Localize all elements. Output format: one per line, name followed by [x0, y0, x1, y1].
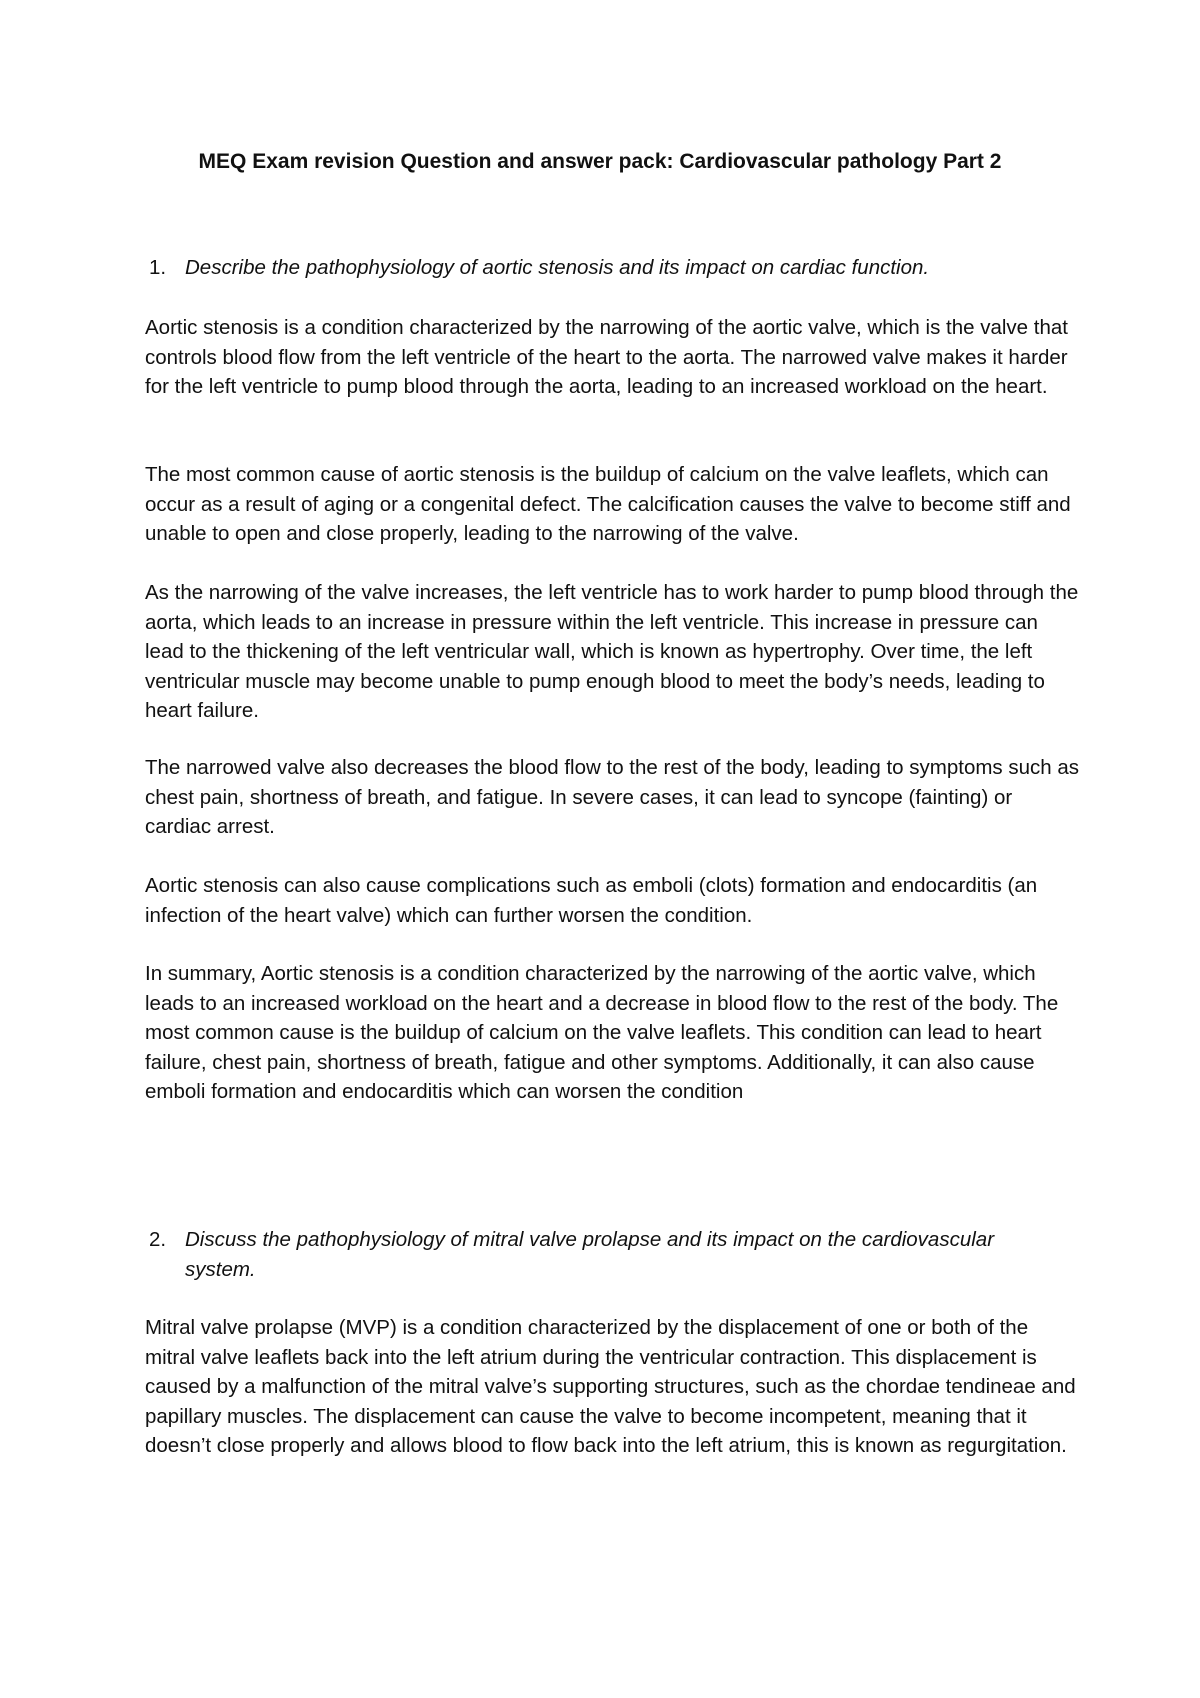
answer-2-paragraph-1: Mitral valve prolapse (MVP) is a condition characterized by the displacement of one or both of the mitral valve leaflets back into the left atrium during the ventricular contraction. This displacement is caused by a malfunction of the mitral valve’s supporting structures, such as the chordae tendineae and papillary muscles. The displacement can cause the valve to become incompetent, meaning that it doesn’t close properly and allows blood to flow back into the left atrium, this is known as regurgitation.: [145, 1316, 1076, 1457]
question-1: [149, 253, 1005, 283]
question-2-number: 2.: [149, 1228, 167, 1251]
question-2-text: Discuss the pathophysiology of mitral valve prolapse and its impact on the cardiovascular system.: [185, 1228, 995, 1281]
question-1-number: 1.: [149, 256, 167, 279]
question-1-text: Describe the pathophysiology of aortic stenosis and its impact on cardiac function.: [185, 256, 930, 279]
answer-1-paragraph-2: The most common cause of aortic stenosis is the buildup of calcium on the valve leaflets, which can occur as a result of aging or a congenital defect. The calcification causes the valve to become stiff and unable to open and close properly, leading to the narrowing of the valve.: [145, 463, 1071, 545]
answer-1-paragraph-5: Aortic stenosis can also cause complications such as emboli (clots) formation and endocarditis (an infection of the heart valve) which can further worsen the condition.: [145, 874, 1038, 927]
answer-1-paragraph-4: The narrowed valve also decreases the blood flow to the rest of the body, leading to symptoms such as chest pain, shortness of breath, and fatigue. In severe cases, it can lead to syncope (fainting) or cardiac arrest.: [145, 756, 1080, 838]
answer-1-paragraph-6: In summary, Aortic stenosis is a condition characterized by the narrowing of the aortic valve, which leads to an increased workload on the heart and a decrease in blood flow to the rest of the body. The most common cause is the buildup of calcium on the valve leaflets. This condition can lead to heart failure, chest pain, shortness of breath, fatigue and other symptoms. Additionally, it can also cause emboli formation and endocarditis which can worsen the condition: [145, 962, 1059, 1103]
answer-1-paragraph-3: As the narrowing of the valve increases, the left ventricle has to work harder to pump blood through the aorta, which leads to an increase in pressure within the left ventricle. This increase in pressure can lead to the thickening of the left ventricular wall, which is known as hypertrophy. Over time, the left ventricular muscle may become unable to pump enough blood to meet the body’s needs, leading to heart failure.: [145, 581, 1079, 722]
question-2: [149, 1225, 1005, 1284]
answer-1-paragraph-1: Aortic stenosis is a condition characterized by the narrowing of the aortic valve, which is the valve that controls blood flow from the left ventricle of the heart to the aorta. The narrowed valve makes it harder for the left ventricle to pump blood through the aorta, leading to an increased workload on the heart.: [145, 316, 1068, 398]
document-title: MEQ Exam revision Question and answer pack: Cardiovascular pathology Part 2: [198, 150, 1002, 173]
